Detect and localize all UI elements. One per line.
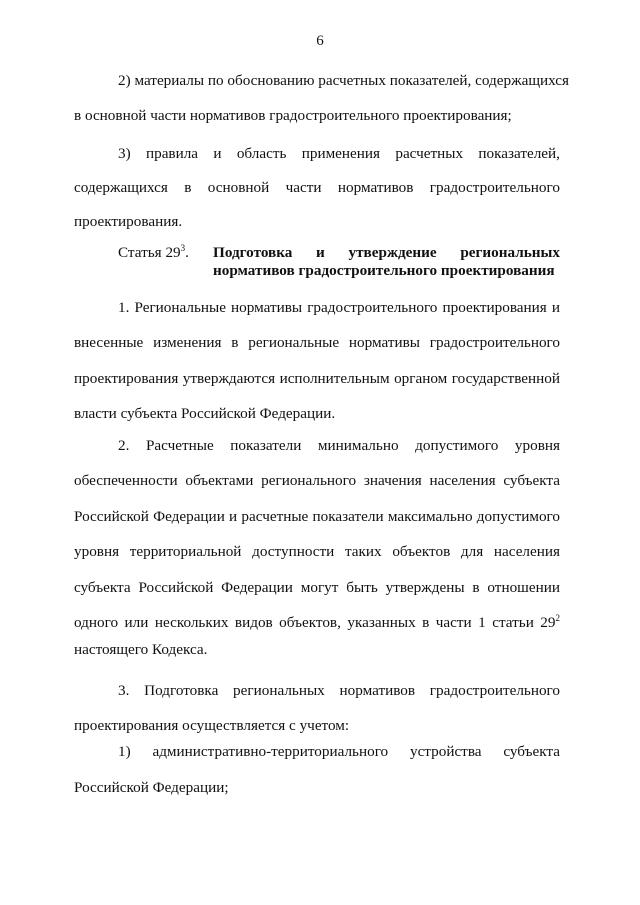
- article-title-word: Подготовка: [213, 244, 293, 261]
- item2-line1: 2) материалы по обоснованию расчетных показателей, содержащихся: [118, 72, 570, 89]
- paragraph-2-text: 2. Расчетные показатели минимально допустимого уровня обеспеченности объектами регионального значения населения субъекта Российской Федерации и расчетные показатели максимально допустимого уровня территориальной доступности таких объектов для населения субъекта Российской Федерации могут быть утверждены в отношении одного или нескольких видов объектов, указанных в части 1 статьи 29: [74, 437, 560, 632]
- article-label-text: Статья 29: [118, 244, 181, 261]
- item3-line1: [118, 145, 560, 163]
- item3-word: содержащихся: [74, 179, 168, 196]
- page-number: 6: [316, 33, 324, 49]
- item3-word: нормативов: [337, 179, 414, 196]
- item3-word: градостроительного: [429, 179, 560, 196]
- article-label: [118, 244, 189, 262]
- article-title-word: утверждение: [348, 244, 437, 261]
- paragraph-2-tail: настоящего Кодекса.: [74, 641, 208, 658]
- paragraph-1: 1. Региональные нормативы градостроительного проектирования и внесенные изменения в региональные нормативы градостроительного проектирования утверждаются исполнительным органом государственной власти субъекта Российской Федерации.: [74, 299, 560, 423]
- p3-item1-word: 1): [118, 743, 131, 760]
- item3-word: область: [236, 145, 287, 162]
- paragraph-2: [74, 428, 560, 640]
- article-title-word: региональных: [460, 244, 560, 261]
- article-label-sup: 3: [180, 243, 186, 253]
- item3-word: 3): [118, 145, 131, 162]
- article-title-word: и: [316, 244, 325, 261]
- item3-word: правила: [145, 145, 199, 162]
- article-title: [213, 244, 560, 279]
- item3-word: применения: [301, 145, 381, 162]
- paragraph-3: 3. Подготовка региональных нормативов градостроительного проектирования осуществляется с учетом:: [74, 682, 560, 735]
- p3-item1-line2: Российской Федерации;: [74, 779, 229, 796]
- p3-item1-word: субъекта: [503, 743, 560, 760]
- p3-item1-word: административно-территориального: [152, 743, 389, 760]
- article-title-line2: нормативов градостроительного проектирования: [213, 261, 555, 279]
- article-title-line1: [213, 244, 560, 262]
- p3-item1-line1: [118, 743, 560, 761]
- item3-word: основной: [207, 179, 270, 196]
- article-label-suffix: .: [185, 244, 189, 261]
- item3-word: в: [184, 179, 192, 196]
- item3-word: расчетных: [395, 145, 464, 162]
- p3-item1-word: устройства: [409, 743, 482, 760]
- item3-word: и: [213, 145, 222, 162]
- item3-line3: проектирования.: [74, 213, 183, 230]
- paragraph-2-sup: 2: [555, 613, 560, 624]
- item3-word: показателей,: [478, 145, 560, 162]
- item3-word: части: [285, 179, 322, 196]
- item3-line2: [74, 179, 560, 197]
- item2-line2: в основной части нормативов градостроительного проектирования;: [74, 107, 512, 124]
